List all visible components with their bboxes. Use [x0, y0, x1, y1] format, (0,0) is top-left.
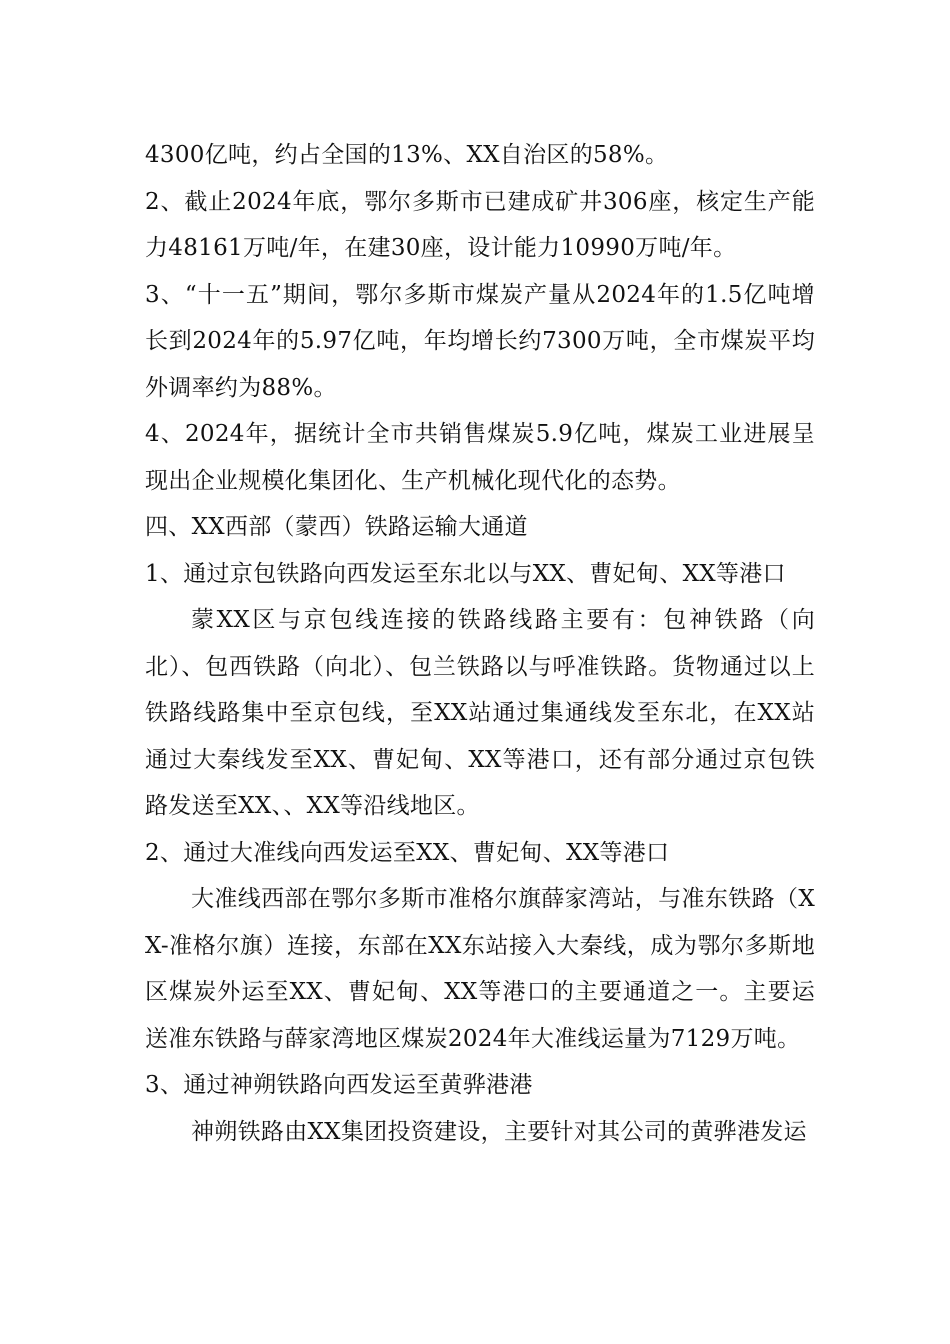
subheading-dazhun: 2、通过大准线向西发运至XX、曹妃甸、XX等港口	[145, 839, 670, 866]
document-body	[145, 132, 815, 1155]
paragraph-shenshuo: 神朔铁路由XX集团投资建设，主要针对其公司的黄骅港发运	[191, 1118, 807, 1145]
section-heading-railway: 四、XX西部（蒙西）铁路运输大通道	[145, 514, 528, 540]
paragraph-dazhun: 大准线西部在鄂尔多斯市准格尔旗薛家湾站，与准东铁路（XX-准格尔旗）连接，东部在XX东站接入大秦线，成为鄂尔多斯地区煤炭外运至XX、曹妃甸、XX等港口的主要通道之一。主要运送准东铁路与薛家湾地区煤炭2024年大准线运量为7129万吨。	[145, 886, 815, 1052]
paragraph-jingbao: 蒙XX区与京包线连接的铁路线路主要有：包神铁路（向北）、包西铁路（向北）、包兰铁路以与呼准铁路。货物通过以上铁路线路集中至京包线，至XX站通过集通线发至东北，在XX站通过大秦线发至XX、曹妃甸、XX等港口，还有部分通过京包铁路发送至XX、、XX等沿线地区。	[145, 607, 815, 819]
paragraph-output-growth: 3、“十一五”期间，鄂尔多斯市煤炭产量从2024年的1.5亿吨增长到2024年的5.97亿吨，年均增长约7300万吨，全市煤炭平均外调率约为88%。	[145, 281, 815, 401]
subheading-shenshuo: 3、通过神朔铁路向西发运至黄骅港港	[145, 1072, 533, 1098]
paragraph-mines: 2、截止2024年底，鄂尔多斯市已建成矿井306座，核定生产能力48161万吨/年，在建30座，设计能力10990万吨/年。	[145, 188, 815, 261]
subheading-jingbao: 1、通过京包铁路向西发运至东北以与XX、曹妃甸、XX等港口	[145, 560, 786, 587]
paragraph-sales: 4、2024年，据统计全市共销售煤炭5.9亿吨，煤炭工业进展呈现出企业规模化集团化、生产机械化现代化的态势。	[145, 421, 815, 494]
paragraph-reserves: 4300亿吨，约占全国的13%、XX自治区的58%。	[145, 142, 669, 168]
